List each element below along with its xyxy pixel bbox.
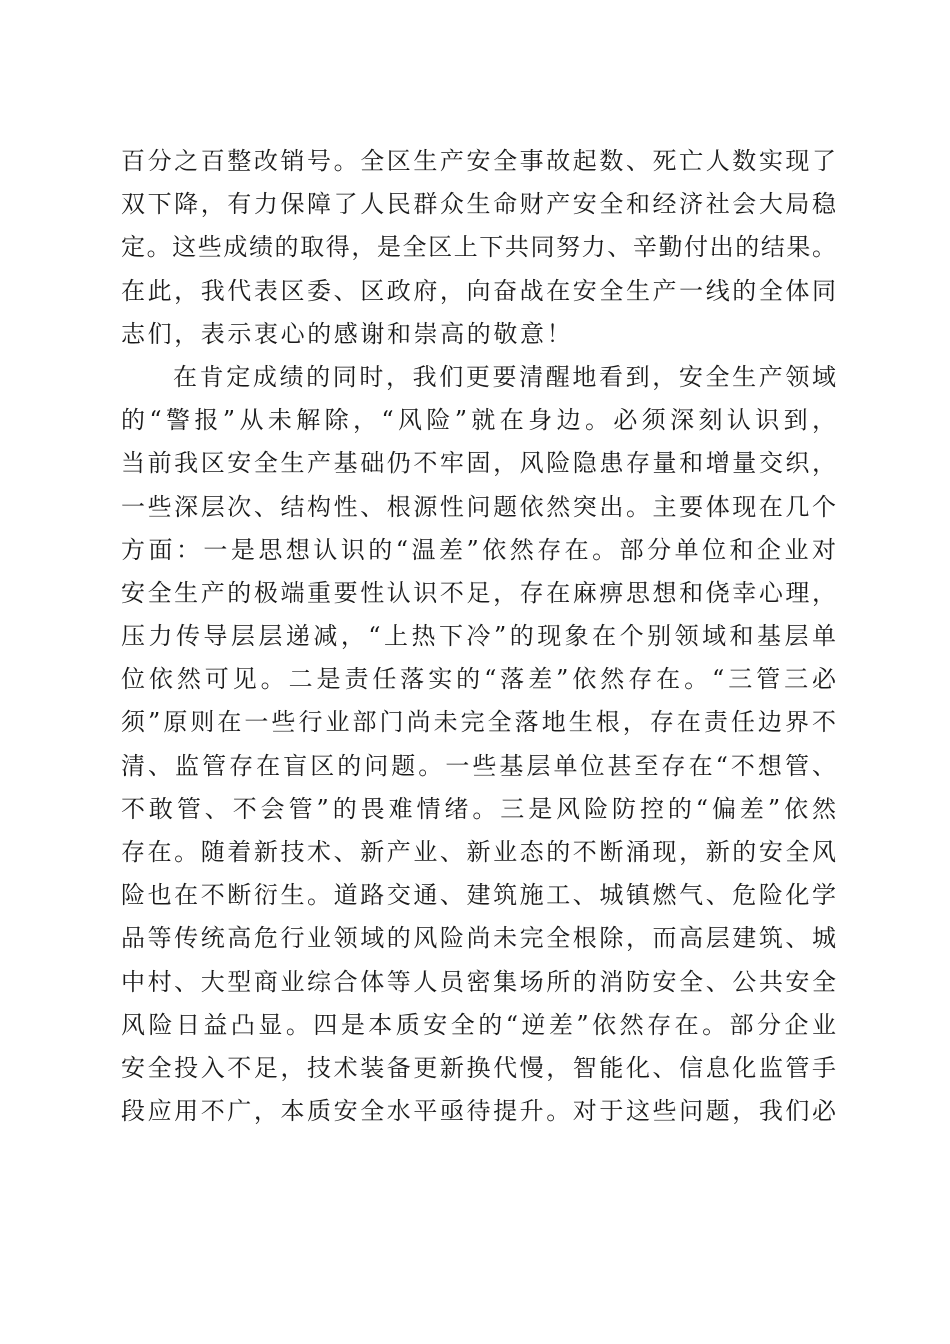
text-line: 志们，表示衷心的感谢和崇高的敬意！ [121, 319, 574, 348]
text-line: 安全投入不足，技术装备更新换代慢，智能化、信息化监管手 [121, 1053, 836, 1082]
text-line: 存在。随着新技术、新产业、新业态的不断涌现，新的安全风 [121, 838, 836, 866]
text-line: 段应用不广，本质安全水平亟待提升。对于这些问题，我们必 [121, 1097, 836, 1126]
text-line: 风险日益凸显。四是本质安全的“逆差”依然存在。部分企业 [121, 1010, 836, 1039]
text-line: 须”原则在一些行业部门尚未完全落地生根，存在责任边界不 [121, 708, 836, 737]
text-line: 当前我区安全生产基础仍不牢固，风险隐患存量和增量交织， [121, 449, 836, 478]
text-line: 方面：一是思想认识的“温差”依然存在。部分单位和企业对 [121, 535, 836, 564]
text-line: 百分之百整改销号。全区生产安全事故起数、死亡人数实现了 [121, 147, 836, 175]
text-line: 的“警报”从未解除，“风险”就在身边。必须深刻认识到， [121, 406, 836, 435]
text-line: 中村、大型商业综合体等人员密集场所的消防安全、公共安全 [121, 967, 836, 996]
text-line: 不敢管、不会管”的畏难情绪。三是风险防控的“偏差”依然 [121, 794, 836, 823]
text-line: 品等传统高危行业领域的风险尚未完全根除，而高层建筑、城 [121, 924, 836, 953]
text-line: 定。这些成绩的取得，是全区上下共同努力、辛勤付出的结果。 [121, 233, 836, 262]
text-line: 双下降，有力保障了人民群众生命财产安全和经济社会大局稳 [121, 190, 836, 219]
body-text [121, 140, 836, 1133]
text-line: 险也在不断衍生。道路交通、建筑施工、城镇燃气、危险化学 [121, 881, 836, 910]
text-line: 清、监管存在盲区的问题。一些基层单位甚至存在“不想管、 [121, 751, 836, 780]
text-line: 安全生产的极端重要性认识不足，存在麻痹思想和侥幸心理， [121, 578, 836, 607]
paragraph-first-line: 在肯定成绩的同时，我们更要清醒地看到，安全生产领域 [173, 362, 836, 391]
text-line: 压力传导层层递减，“上热下冷”的现象在个别领域和基层单 [121, 622, 836, 651]
text-line: 一些深层次、结构性、根源性问题依然突出。主要体现在几个 [121, 492, 836, 521]
text-line: 在此，我代表区委、区政府，向奋战在安全生产一线的全体同 [121, 276, 836, 305]
text-line: 位依然可见。二是责任落实的“落差”依然存在。“三管三必 [121, 665, 836, 694]
